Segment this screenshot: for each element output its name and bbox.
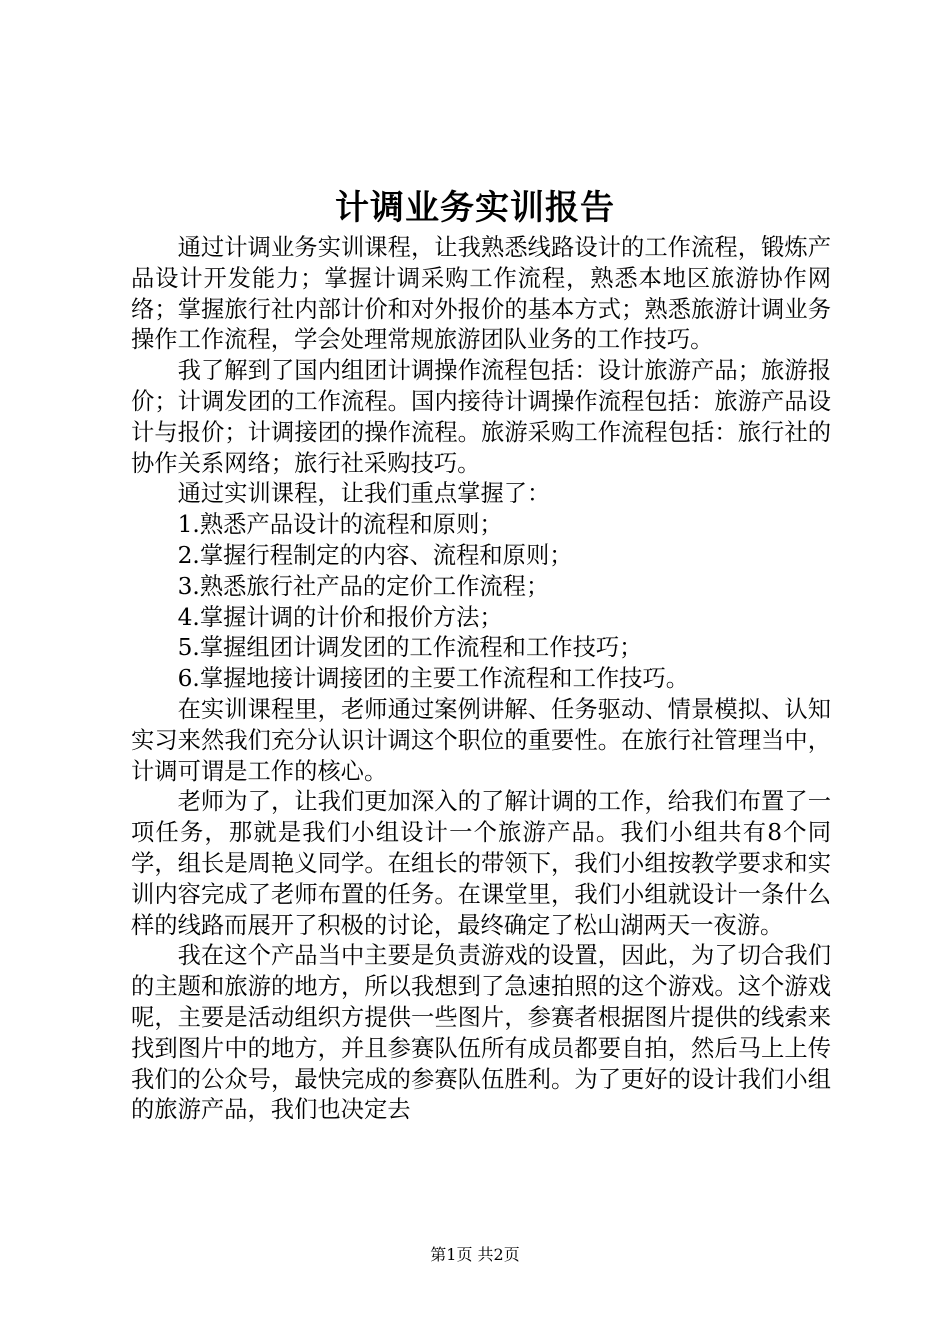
paragraph-intro: 通过计调业务实训课程，让我熟悉线路设计的工作流程，锻炼产品设计开发能力；掌握计调采购工作流程，熟悉本地区旅游协作网络；掌握旅行社内部计价和对外报价的基本方式；熟悉旅游计调业务操作工作流程，学会处理常规旅游团队业务的工作技巧。 xyxy=(131,234,831,354)
list-item: 3.熟悉旅行社产品的定价工作流程； xyxy=(177,572,550,600)
paragraph-list-intro: 通过实训课程，让我们重点掌握了： xyxy=(177,480,551,508)
list-item: 6.掌握地接计调接团的主要工作流程和工作技巧。 xyxy=(177,665,690,693)
document-title: 计调业务实训报告 xyxy=(335,188,615,228)
list-item: 2.掌握行程制定的内容、流程和原则； xyxy=(177,541,573,569)
paragraph-task: 老师为了，让我们更加深入的了解计调的工作，给我们布置了一项任务，那就是我们小组设计一个旅游产品。我们小组共有8个同学，组长是周艳义同学。在组长的带领下，我们小组按教学要求和实训内容完成了老师布置的任务。在课堂里，我们小组就设计一条什么样的线路而展开了积极的讨论，最终确定了松山湖两天一夜游。 xyxy=(131,788,831,939)
page-footer: 第1页 共2页 xyxy=(430,1245,520,1264)
document-body xyxy=(131,233,831,1126)
list-item: 5.掌握组团计调发团的工作流程和工作技巧； xyxy=(177,634,643,662)
paragraph-game: 我在这个产品当中主要是负责游戏的设置，因此，为了切合我们的主题和旅游的地方，所以我想到了急速拍照的这个游戏。这个游戏呢，主要是活动组织方提供一些图片，参赛者根据图片提供的线索来找到图片中的地方，并且参赛队伍所有成员都要自拍，然后马上上传我们的公众号，最快完成的参赛队伍胜利。为了更好的设计我们小组的旅游产品，我们也决定去 xyxy=(131,942,831,1124)
list-item: 1.熟悉产品设计的流程和原则； xyxy=(177,511,503,539)
paragraph-training: 在实训课程里，老师通过案例讲解、任务驱动、情景模拟、认知实习来然我们充分认识计调这个职位的重要性。在旅行社管理当中，计调可谓是工作的核心。 xyxy=(131,695,831,785)
list-item: 4.掌握计调的计价和报价方法； xyxy=(177,603,503,631)
paragraph-processes: 我了解到了国内组团计调操作流程包括：设计旅游产品；旅游报价；计调发团的工作流程。国内接待计调操作流程包括：旅游产品设计与报价；计调接团的操作流程。旅游采购工作流程包括：旅行社的协作关系网络；旅行社采购技巧。 xyxy=(131,357,831,477)
